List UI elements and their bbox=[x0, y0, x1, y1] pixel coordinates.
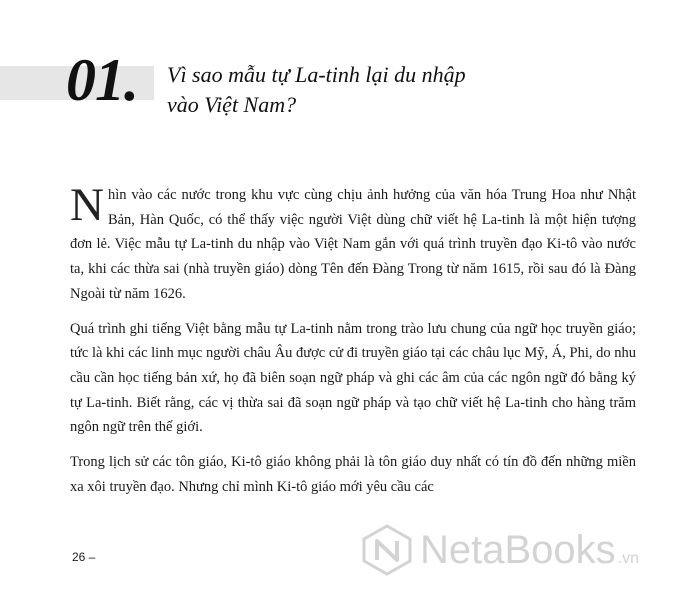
paragraph-3: Trong lịch sử các tôn giáo, Ki-tô giáo không phải là tôn giáo duy nhất có tín đồ đến những miền xa xôi truyền đạo. Nhưng chỉ mình Ki-tô giáo mới yêu cầu các bbox=[70, 454, 636, 495]
page-number: 26 – bbox=[72, 550, 96, 564]
chapter-number: 01. bbox=[66, 47, 138, 113]
netabooks-logo-icon bbox=[360, 523, 414, 577]
drop-cap: N bbox=[70, 179, 104, 231]
watermark bbox=[360, 522, 639, 578]
paragraph-2: Quá trình ghi tiếng Việt bằng mẫu tự La-tinh nằm trong trào lưu chung của ngữ học truyền giáo; tức là khi các linh mục người châu Âu được cử đi truyền giáo tại các châu lục Mỹ, Á, Phi, do nhu cầu cần học tiếng bản xứ, họ đã biên soạn ngữ pháp và ghi các âm của các ngôn ngữ đó bằng ký tự La-tinh. Biết rằng, các vị thừa sai đã soạn ngữ pháp và tạo chữ viết hệ La-tinh cho hàng trăm ngôn ngữ trên thế giới. bbox=[70, 320, 636, 436]
body-text bbox=[70, 179, 636, 509]
paragraph-1-text: hìn vào các nước trong khu vực cùng chịu ảnh hưởng của văn hóa Trung Hoa như Nhật Bản, Hàn Quốc, có thể thấy việc người Việt dùng chữ viết hệ La-tinh là một hiện tượng đơn lẻ. Việc mẫu tự La-tinh du nhập vào Việt Nam gắn với quá trình truyền đạo Ki-tô vào nước ta, khi các thừa sai (nhà truyền giáo) dòng Tên đến Đàng Trong từ năm 1615, rồi sau đó là Đàng Ngoài từ năm 1626. bbox=[70, 187, 636, 302]
chapter-title-line-1: Vì sao mẫu tự La-tinh lại du nhập bbox=[167, 62, 466, 87]
watermark-tld: .vn bbox=[617, 550, 640, 567]
chapter-title bbox=[167, 60, 547, 120]
chapter-title-line-2: vào Việt Nam? bbox=[167, 92, 297, 117]
watermark-brand: NetaBooks bbox=[420, 528, 616, 572]
paragraph-1 bbox=[70, 179, 636, 307]
